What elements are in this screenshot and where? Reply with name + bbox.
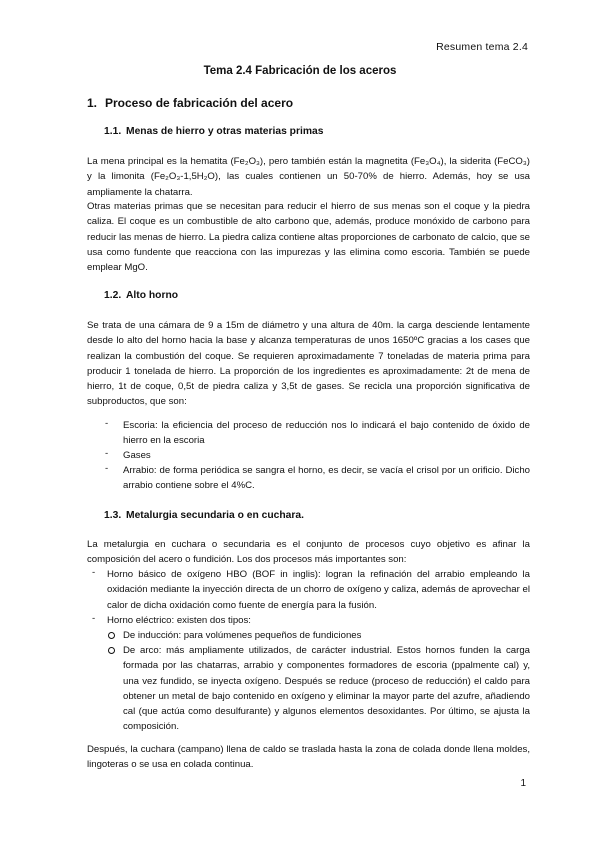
bullet-dash: - <box>92 567 96 578</box>
subsection-1-3-title: Metalurgia secundaria o en cuchara. <box>126 510 304 521</box>
circle-bullet-icon <box>108 647 115 654</box>
bullet-dash: - <box>105 463 109 474</box>
section-1-number: 1. <box>87 96 98 110</box>
bullet-dash: - <box>92 613 96 624</box>
circle-bullet-icon <box>108 632 115 639</box>
bullet-dash: - <box>105 448 109 459</box>
subsection-1-2-heading <box>104 290 178 301</box>
subsection-1-2-number: 1.2. <box>104 290 122 301</box>
subproduct-item-escoria: Escoria: la eficiencia del proceso de reducción nos lo indicará el bajo contenido de óxido de hierro en la escoria <box>123 420 530 447</box>
page-number: 1 <box>520 778 526 789</box>
subsection-1-1-heading <box>104 126 323 137</box>
menas-paragraph-1: La mena principal es la hematita (Fe₂O₃), pero también están la magnetita (Fe₃O₄), la siderita (FeCO₃) y la limonita (Fe₂O₃-1,5H₂O), las cuales contienen un 50-70% de hierro. Además, hoy se usa ampliamente la chatarra. <box>87 156 530 198</box>
closing-paragraph: Después, la cuchara (campano) llena de caldo se traslada hasta la zona de colada donde llena moldes, lingoteras o se usa en colada continua. <box>87 744 530 771</box>
alto-horno-paragraph: Se trata de una cámara de 9 a 15m de diámetro y una altura de 40m. la carga desciende lentamente desde lo alto del horno hacia la base y alcanza temperaturas de unos 1650ºC gracias a los cases que realizan la combustión del coque. Se requieren aproximadamente 7 toneladas de materia prima para producir 1 tonelada de hierro. La proporción de los ingredientes es aproximadamente: 2t de mena de hierro, 1t de coque, 0,5t de piedra caliza y 3,5t de gases. Se recicla una proporción significativa de subproductos, que son: <box>87 320 530 408</box>
subproduct-item-arrabio: Arrabio: de forma periódica se sangra el horno, es decir, se vacía el crisol por un orificio. Dicho arrabio contiene sobre el 4%C. <box>123 465 530 492</box>
metalurgia-paragraph: La metalurgia en cuchara o secundaria es el conjunto de procesos cuyo objetivo es afinar la composición del acero o fundición. Los dos procesos más importantes son: <box>87 539 530 566</box>
subproduct-item-gases: Gases <box>123 450 151 461</box>
running-header: Resumen tema 2.4 <box>436 41 528 53</box>
menas-paragraph-2: Otras materias primas que se necesitan para reducir el hierro de sus menas son el coque y la piedra caliza. El coque es un combustible de alto carbono que, además, produce monóxido de carbono para reducir las menas de hierro. La piedra caliza contiene altas proporciones de carbonato de calcio, que se usa como fundente que reacciona con las impurezas y las elimina como escoria. También se puede emplear MgO. <box>87 201 530 274</box>
subsection-1-1-title: Menas de hierro y otras materias primas <box>126 126 324 137</box>
bullet-dash: - <box>105 418 109 429</box>
subsection-1-2-title: Alto horno <box>126 290 179 301</box>
process-item-horno-electrico: Horno eléctrico: existen dos tipos: <box>107 615 251 626</box>
process-item-hbo: Horno básico de oxígeno HBO (BOF in inglis): logran la refinación del arrabio empleando la oxidación mediante la inyección directa de un chorro de oxígeno y caliza, además de aprovechar el calor de dicha oxidación como fuente de energía para la fusión. <box>107 569 530 611</box>
section-1-title: Proceso de fabricación del acero <box>105 96 294 110</box>
subsection-1-3-heading <box>104 510 304 521</box>
document-title: Tema 2.4 Fabricación de los aceros <box>203 65 397 77</box>
subsection-1-1-number: 1.1. <box>104 126 122 137</box>
furnace-type-induccion: De inducción: para volúmenes pequeños de fundiciones <box>123 630 362 641</box>
section-1-heading <box>87 96 293 110</box>
furnace-type-arco: De arco: más ampliamente utilizados, de carácter industrial. Estos hornos funden la carga formada por las chatarras, arrabio y componentes formadores de escoria (ppalmente cal) y, una vez fundido, se inyecta oxígeno. Después se reduce (proceso de reducción) el caldo para obtener un metal de bajo contenido en oxígeno y eliminar la mayor parte del azufre, añadiendo cal (que actúa como desulfurante) y algunos elementos desoxidantes. Por último, se ajusta la composición. <box>123 645 530 733</box>
subsection-1-3-number: 1.3. <box>104 510 122 521</box>
